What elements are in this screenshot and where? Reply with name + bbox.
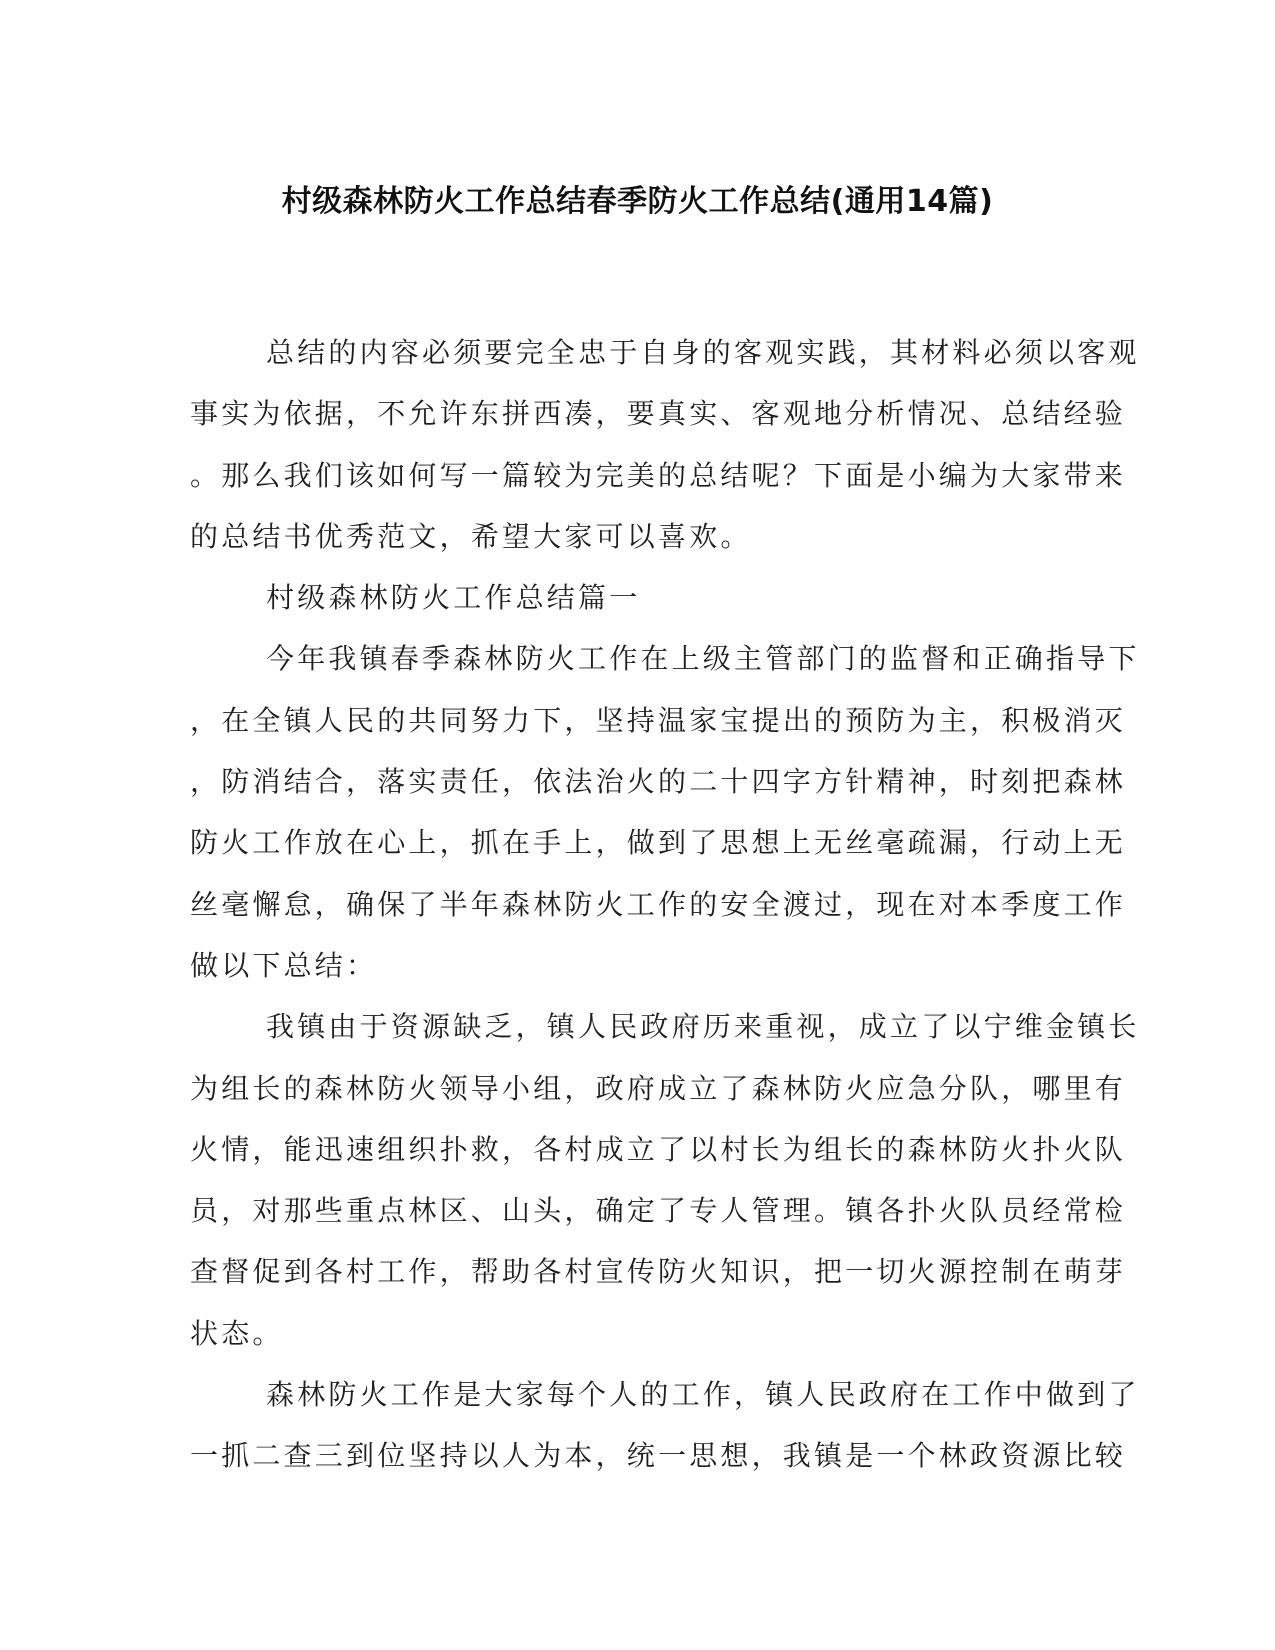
text-line: 我镇由于资源缺乏，镇人民政府历来重视，成立了以宁维金镇长 [266,1010,1140,1044]
text-line: 一抓二查三到位坚持以人为本，统一思想，我镇是一个林政资源比较 [190,1439,1127,1473]
text-line: 状态。 [190,1316,284,1350]
text-line: 火情，能迅速组织扑救，各村成立了以村长为组长的森林防火扑火队 [190,1132,1127,1166]
text-line: 今年我镇春季森林防火工作在上级主管部门的监督和正确指导下 [266,642,1140,676]
text-line: 村级森林防火工作总结篇一 [266,581,641,615]
text-line: 做以下总结： [190,948,378,982]
text-line: 。那么我们该如何写一篇较为完美的总结呢？下面是小编为大家带来 [190,458,1127,492]
text-line: ，防消结合，落实责任，依法治火的二十四字方针精神，时刻把森林 [190,765,1127,799]
text-line: 事实为依据，不允许东拼西凑，要真实、客观地分析情况、总结经验 [190,397,1127,431]
text-line: 丝毫懈怠，确保了半年森林防火工作的安全渡过，现在对本季度工作 [190,887,1127,921]
document-body [190,322,1140,1487]
document-title: 村级森林防火工作总结春季防火工作总结(通用14篇) [281,184,994,219]
text-line: 的总结书优秀范文，希望大家可以喜欢。 [190,519,752,553]
text-line: 森林防火工作是大家每个人的工作，镇人民政府在工作中做到了 [266,1378,1140,1412]
text-line: 查督促到各村工作，帮助各村宣传防火知识，把一切火源控制在萌芽 [190,1255,1127,1289]
text-line: 为组长的森林防火领导小组，政府成立了森林防火应急分队，哪里有 [190,1071,1127,1105]
text-line: 总结的内容必须要完全忠于自身的客观实践，其材料必须以客观 [266,336,1140,369]
text-line: ，在全镇人民的共同努力下，坚持温家宝提出的预防为主，积极消灭 [190,703,1127,737]
text-line: 防火工作放在心上，抓在手上，做到了思想上无丝毫疏漏，行动上无 [190,826,1127,860]
text-line: 员，对那些重点林区、山头，确定了专人管理。镇各扑火队员经常检 [190,1194,1127,1228]
